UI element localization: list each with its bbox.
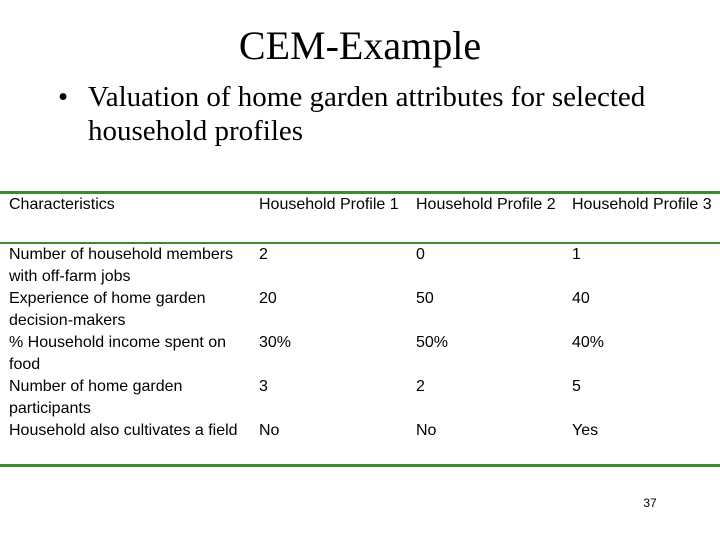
row-profile-2-value: 50% [416,334,449,351]
table-header-row [0,194,720,242]
row-profile-3-value: Yes [572,422,599,439]
table-row [0,376,720,420]
row-profile-1-value: 3 [259,378,268,395]
table-row [0,332,720,376]
row-profile-2-value: 50 [416,290,434,307]
row-profile-2-value: 0 [416,246,425,263]
bullet-point [58,80,658,148]
row-profile-3-value: 40 [572,290,590,307]
page-number: 37 [643,496,657,510]
table-row [0,288,720,332]
table-row [0,244,720,288]
profiles-table [0,191,720,467]
row-characteristic: % Household income spent on food [9,334,227,373]
bullet-text: Valuation of home garden attributes for selected household profiles [88,81,646,147]
row-characteristic: Number of household members with off-farm jobs [9,246,234,285]
slide-title: CEM-Example [238,23,482,68]
row-profile-1-value: 20 [259,290,277,307]
bullet-dot: • [58,81,69,113]
row-profile-3-value: 40% [572,334,605,351]
header-profile-3: Household Profile 3 [572,196,712,213]
row-characteristic: Number of home garden participants [9,378,183,417]
row-profile-3-value: 1 [572,246,581,263]
row-profile-2-value: 2 [416,378,425,395]
row-profile-1-value: 2 [259,246,268,263]
table-bottom-rule [0,464,720,467]
row-profile-1-value: 30% [259,334,292,351]
header-profile-2: Household Profile 2 [416,196,556,213]
row-profile-2-value: No [416,422,437,439]
header-characteristics: Characteristics [9,196,115,213]
header-profile-1: Household Profile 1 [259,196,399,213]
table-row [0,420,720,464]
row-characteristic: Experience of home garden decision-makers [9,290,206,329]
row-profile-3-value: 5 [572,378,581,395]
row-profile-1-value: No [259,422,280,439]
row-characteristic: Household also cultivates a field [9,422,238,439]
